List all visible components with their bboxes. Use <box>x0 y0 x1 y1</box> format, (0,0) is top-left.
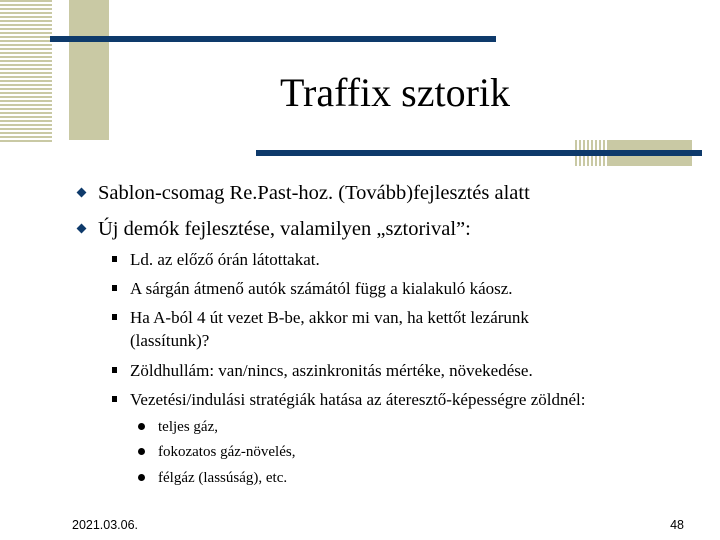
sub-sub-bullet-text: félgáz (lassúság), etc. <box>158 470 288 486</box>
circle-bullet-icon <box>138 474 145 481</box>
sub-bullet-text: A sárgán átmenő autók számától függ a kialakuló káosz. <box>130 279 513 298</box>
diamond-bullet-icon <box>77 224 87 234</box>
square-bullet-icon <box>112 367 117 373</box>
decor-block-left <box>69 0 109 140</box>
title-bar-bottom <box>256 150 702 156</box>
sub-bullet-text: Zöldhullám: van/nincs, aszinkronitás mértéke, növekedése. <box>130 361 533 380</box>
sub-sub-bullet-text: teljes gáz, <box>158 419 218 435</box>
page-number: 48 <box>670 518 684 532</box>
square-bullet-icon <box>112 256 117 262</box>
circle-bullet-icon <box>138 423 145 430</box>
square-bullet-icon <box>112 396 117 402</box>
bullet-text: Sablon-csomag Re.Past-hoz. (Tovább)fejlesztés alatt <box>98 182 530 204</box>
sub-bullet-text: Ha A-ból 4 út vezet B-be, akkor mi van, ha kettőt lezárunk <box>130 308 529 327</box>
sub-bullet-text: (lassítunk)? <box>130 331 210 350</box>
sub-bullet-text: Vezetési/indulási stratégiák hatása az áteresztő-képességre zöldnél: <box>130 390 586 409</box>
diamond-bullet-icon <box>77 188 87 198</box>
circle-bullet-icon <box>138 448 145 455</box>
footer-date: 2021.03.06. <box>72 518 139 532</box>
square-bullet-icon <box>112 314 117 320</box>
sub-bullet-text: Ld. az előző órán látottakat. <box>130 250 320 269</box>
sub-sub-bullet-text: fokozatos gáz-növelés, <box>158 444 296 460</box>
decor-stripes-left <box>0 0 52 142</box>
title-bar-top <box>50 36 496 42</box>
slide-title: Traffix sztorik <box>280 70 510 115</box>
bullet-text: Új demók fejlesztése, valamilyen „sztorival”: <box>98 218 471 240</box>
square-bullet-icon <box>112 285 117 291</box>
